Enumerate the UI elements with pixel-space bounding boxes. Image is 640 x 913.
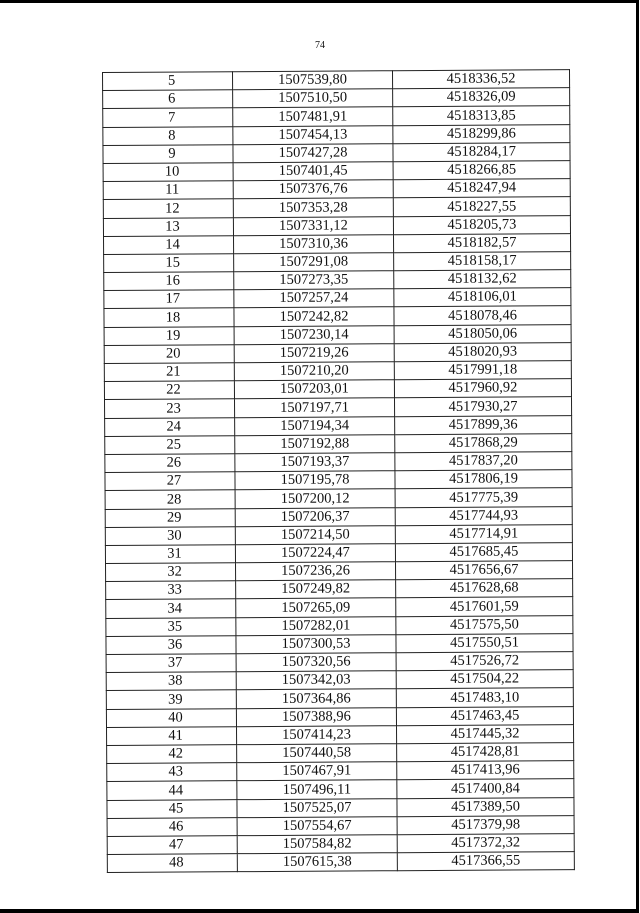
table-row	[107, 761, 574, 782]
y-coordinate-cell: 4517428,81	[397, 743, 574, 762]
y-coordinate-cell: 4518182,57	[393, 233, 570, 252]
x-coordinate-cell: 1507342,03	[236, 671, 396, 690]
x-coordinate-cell: 1507200,12	[235, 489, 395, 508]
x-coordinate-cell: 1507192,88	[235, 434, 395, 453]
table-row	[105, 488, 572, 509]
y-coordinate-cell: 4518247,94	[393, 179, 570, 198]
point-number-cell: 26	[105, 454, 235, 473]
point-number-cell: 30	[105, 526, 235, 545]
point-number-cell: 47	[107, 836, 237, 855]
point-number-cell: 19	[104, 326, 234, 345]
point-number-cell: 25	[105, 435, 235, 454]
y-coordinate-cell: 4517413,96	[397, 761, 574, 780]
point-number-cell: 10	[103, 163, 233, 182]
x-coordinate-cell: 1507291,08	[234, 253, 394, 272]
y-coordinate-cell: 4517372,32	[397, 834, 574, 853]
table-row	[106, 597, 573, 618]
y-coordinate-cell: 4517960,92	[394, 379, 571, 398]
x-coordinate-cell: 1507401,45	[233, 162, 393, 181]
point-number-cell: 12	[103, 199, 233, 218]
x-coordinate-cell: 1507467,91	[237, 762, 397, 781]
y-coordinate-cell: 4518132,62	[394, 270, 571, 289]
page-number: 74	[315, 40, 325, 51]
x-coordinate-cell: 1507193,37	[235, 453, 395, 472]
x-coordinate-cell: 1507376,76	[233, 180, 393, 199]
table-row	[105, 543, 572, 564]
y-coordinate-cell: 4517366,55	[397, 852, 574, 871]
y-coordinate-cell: 4518227,55	[393, 197, 570, 216]
x-coordinate-cell: 1507310,36	[234, 234, 394, 253]
x-coordinate-cell: 1507440,58	[237, 744, 397, 763]
x-coordinate-cell: 1507510,50	[233, 89, 393, 108]
table-row	[107, 815, 574, 836]
x-coordinate-cell: 1507219,26	[234, 344, 394, 363]
point-number-cell: 44	[107, 781, 237, 800]
point-number-cell: 15	[104, 254, 234, 273]
y-coordinate-cell: 4518205,73	[393, 215, 570, 234]
table-row	[104, 342, 571, 363]
y-coordinate-cell: 4518313,85	[393, 106, 570, 125]
y-coordinate-cell: 4517714,91	[395, 524, 572, 543]
y-coordinate-cell: 4517400,84	[397, 779, 574, 798]
y-coordinate-cell: 4518020,93	[394, 342, 571, 361]
table-row	[103, 179, 570, 200]
table-row	[103, 161, 570, 182]
y-coordinate-cell: 4517991,18	[394, 361, 571, 380]
table-row	[105, 415, 572, 436]
table-row	[105, 397, 572, 418]
y-coordinate-cell: 4518078,46	[394, 306, 571, 325]
coordinates-table-body	[103, 70, 575, 873]
point-number-cell: 43	[107, 763, 237, 782]
table-row	[106, 561, 573, 582]
table-row	[104, 361, 571, 382]
point-number-cell: 40	[106, 708, 236, 727]
x-coordinate-cell: 1507353,28	[233, 198, 393, 217]
y-coordinate-cell: 4517837,20	[395, 452, 572, 471]
x-coordinate-cell: 1507300,53	[236, 635, 396, 654]
point-number-cell: 35	[106, 617, 236, 636]
point-number-cell: 21	[104, 363, 234, 382]
point-number-cell: 9	[103, 144, 233, 163]
point-number-cell: 23	[105, 399, 235, 418]
table-row	[107, 852, 574, 873]
x-coordinate-cell: 1507414,23	[237, 725, 397, 744]
point-number-cell: 39	[106, 690, 236, 709]
x-coordinate-cell: 1507210,20	[234, 362, 394, 381]
y-coordinate-cell: 4518266,85	[393, 161, 570, 180]
table-row	[107, 743, 574, 764]
point-number-cell: 36	[106, 636, 236, 655]
x-coordinate-cell: 1507496,11	[237, 780, 397, 799]
point-number-cell: 37	[106, 654, 236, 673]
x-coordinate-cell: 1507364,86	[236, 689, 396, 708]
table-row	[105, 470, 572, 491]
coordinates-table	[102, 69, 575, 873]
x-coordinate-cell: 1507249,82	[236, 580, 396, 599]
y-coordinate-cell: 4517550,51	[396, 633, 573, 652]
x-coordinate-cell: 1507554,67	[237, 816, 397, 835]
x-coordinate-cell: 1507320,56	[236, 653, 396, 672]
point-number-cell: 46	[107, 817, 237, 836]
y-coordinate-cell: 4517389,50	[397, 797, 574, 816]
table-row	[107, 724, 574, 745]
point-number-cell: 6	[103, 90, 233, 109]
y-coordinate-cell: 4517775,39	[395, 488, 572, 507]
point-number-cell: 48	[107, 854, 237, 873]
y-coordinate-cell: 4518050,06	[394, 324, 571, 343]
point-number-cell: 27	[105, 472, 235, 491]
point-number-cell: 34	[106, 599, 236, 618]
table-row	[106, 670, 573, 691]
x-coordinate-cell: 1507214,50	[235, 525, 395, 544]
table-row	[105, 433, 572, 454]
point-number-cell: 13	[103, 217, 233, 236]
y-coordinate-cell: 4518284,17	[393, 142, 570, 161]
table-row	[104, 379, 571, 400]
table-row	[105, 506, 572, 527]
x-coordinate-cell: 1507331,12	[233, 216, 393, 235]
y-coordinate-cell: 4518299,86	[393, 124, 570, 143]
table-row	[103, 106, 570, 127]
table-row	[105, 452, 572, 473]
x-coordinate-cell: 1507584,82	[237, 835, 397, 854]
y-coordinate-cell: 4517504,22	[396, 670, 573, 689]
x-coordinate-cell: 1507194,34	[235, 416, 395, 435]
y-coordinate-cell: 4517575,50	[396, 615, 573, 634]
x-coordinate-cell: 1507257,24	[234, 289, 394, 308]
y-coordinate-cell: 4517806,19	[395, 470, 572, 489]
point-number-cell: 31	[105, 545, 235, 564]
table-row	[103, 88, 570, 109]
y-coordinate-cell: 4517899,36	[395, 415, 572, 434]
y-coordinate-cell: 4518158,17	[394, 252, 571, 271]
point-number-cell: 28	[105, 490, 235, 509]
y-coordinate-cell: 4517463,45	[396, 706, 573, 725]
y-coordinate-cell: 4518336,52	[392, 70, 569, 89]
table-row	[103, 142, 570, 163]
table-row	[106, 633, 573, 654]
x-coordinate-cell: 1507203,01	[234, 380, 394, 399]
point-number-cell: 18	[104, 308, 234, 327]
y-coordinate-cell: 4517601,59	[396, 597, 573, 616]
point-number-cell: 14	[104, 235, 234, 254]
x-coordinate-cell: 1507525,07	[237, 798, 397, 817]
x-coordinate-cell: 1507195,78	[235, 471, 395, 490]
x-coordinate-cell: 1507615,38	[237, 853, 397, 872]
table-row	[104, 288, 571, 309]
table-row	[106, 688, 573, 709]
point-number-cell: 42	[107, 745, 237, 764]
y-coordinate-cell: 4517445,32	[396, 724, 573, 743]
y-coordinate-cell: 4517930,27	[394, 397, 571, 416]
y-coordinate-cell: 4517379,98	[397, 815, 574, 834]
x-coordinate-cell: 1507236,26	[236, 562, 396, 581]
x-coordinate-cell: 1507282,01	[236, 616, 396, 635]
table-row	[105, 524, 572, 545]
x-coordinate-cell: 1507197,71	[235, 398, 395, 417]
table-row	[104, 233, 571, 254]
table-row	[107, 797, 574, 818]
y-coordinate-cell: 4518326,09	[393, 88, 570, 107]
y-coordinate-cell: 4517868,29	[395, 433, 572, 452]
table-row	[103, 124, 570, 145]
table-row	[104, 252, 571, 273]
y-coordinate-cell: 4517628,68	[396, 579, 573, 598]
x-coordinate-cell: 1507230,14	[234, 325, 394, 344]
point-number-cell: 32	[106, 563, 236, 582]
y-coordinate-cell: 4517483,10	[396, 688, 573, 707]
point-number-cell: 41	[107, 726, 237, 745]
x-coordinate-cell: 1507539,80	[233, 71, 393, 90]
point-number-cell: 22	[104, 381, 234, 400]
point-number-cell: 17	[104, 290, 234, 309]
point-number-cell: 5	[103, 72, 233, 91]
x-coordinate-cell: 1507273,35	[234, 271, 394, 290]
point-number-cell: 24	[105, 417, 235, 436]
point-number-cell: 8	[103, 126, 233, 145]
table-row	[106, 615, 573, 636]
point-number-cell: 38	[106, 672, 236, 691]
table-row	[106, 579, 573, 600]
point-number-cell: 45	[107, 799, 237, 818]
table-row	[104, 270, 571, 291]
table-row	[104, 306, 571, 327]
x-coordinate-cell: 1507454,13	[233, 125, 393, 144]
table-row	[106, 652, 573, 673]
point-number-cell: 11	[103, 181, 233, 200]
point-number-cell: 33	[106, 581, 236, 600]
table-row	[103, 70, 570, 91]
x-coordinate-cell: 1507206,37	[235, 507, 395, 526]
y-coordinate-cell: 4517656,67	[395, 561, 572, 580]
x-coordinate-cell: 1507427,28	[233, 143, 393, 162]
y-coordinate-cell: 4517744,93	[395, 506, 572, 525]
x-coordinate-cell: 1507265,09	[236, 598, 396, 617]
table-row	[103, 215, 570, 236]
y-coordinate-cell: 4517526,72	[396, 652, 573, 671]
table-row	[107, 834, 574, 855]
table-row	[106, 706, 573, 727]
point-number-cell: 20	[104, 345, 234, 364]
x-coordinate-cell: 1507388,96	[236, 707, 396, 726]
x-coordinate-cell: 1507481,91	[233, 107, 393, 126]
y-coordinate-cell: 4517685,45	[395, 543, 572, 562]
table-row	[107, 779, 574, 800]
y-coordinate-cell: 4518106,01	[394, 288, 571, 307]
point-number-cell: 7	[103, 108, 233, 127]
table-row	[103, 197, 570, 218]
point-number-cell: 16	[104, 272, 234, 291]
x-coordinate-cell: 1507224,47	[235, 544, 395, 563]
table-row	[104, 324, 571, 345]
point-number-cell: 29	[105, 508, 235, 527]
x-coordinate-cell: 1507242,82	[234, 307, 394, 326]
